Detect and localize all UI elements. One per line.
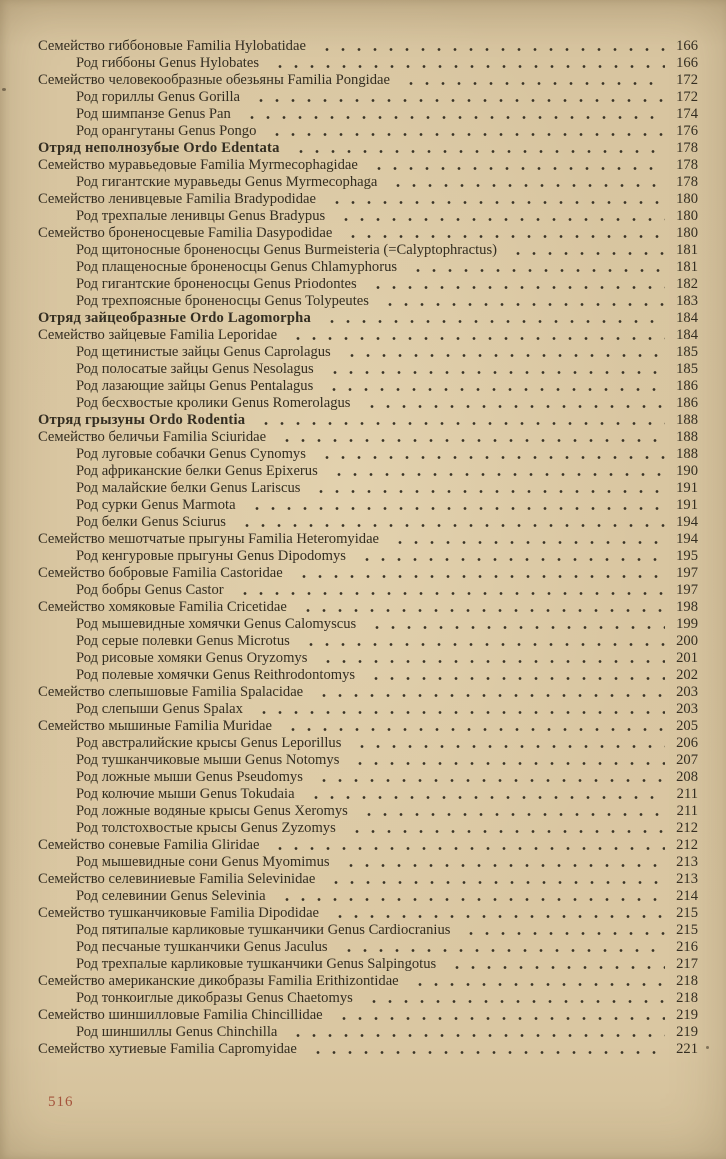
dot-leader bbox=[235, 514, 665, 531]
toc-entry-page: 219 bbox=[676, 1007, 698, 1023]
dot-leader bbox=[365, 616, 665, 633]
dot-leader bbox=[252, 701, 665, 718]
toc-entry-title: Семейство муравьедовые Familia Myrmecophagidae bbox=[38, 157, 358, 173]
toc-entry-title: Род орангутаны Genus Pongo bbox=[76, 123, 257, 139]
toc-entry-title: Род малайские белки Genus Lariscus bbox=[76, 480, 301, 496]
toc-entry-page: 186 bbox=[676, 378, 698, 394]
toc-entry-page: 205 bbox=[676, 718, 698, 734]
toc-entry bbox=[38, 72, 698, 89]
toc-entry-title: Род плащеносные броненосцы Genus Chlamyphorus bbox=[76, 259, 398, 275]
dot-leader bbox=[367, 157, 665, 174]
toc-entry-page: 185 bbox=[676, 361, 698, 377]
toc-entry bbox=[38, 565, 698, 582]
toc-entry-page: 188 bbox=[676, 429, 698, 445]
toc-entry-title: Род гигантские броненосцы Genus Priodontes bbox=[76, 276, 357, 292]
toc-entry bbox=[38, 837, 698, 854]
dot-leader bbox=[459, 922, 665, 939]
toc-entry bbox=[38, 1041, 698, 1058]
toc-entry-title: Род гориллы Genus Gorilla bbox=[76, 89, 241, 105]
toc-entry-title: Род щитоносные броненосцы Genus Burmeisteria (=Calyptophractus) bbox=[76, 242, 498, 258]
toc-entry-title: Отряд неполнозубые Ordo Edentata bbox=[38, 140, 280, 156]
dot-leader bbox=[340, 344, 665, 361]
dot-leader bbox=[292, 565, 665, 582]
dot-leader bbox=[299, 633, 665, 650]
toc-entry-title: Род трехпалые ленивцы Genus Bradypus bbox=[76, 208, 326, 224]
toc-entry bbox=[38, 939, 698, 956]
toc-entry-page: 190 bbox=[676, 463, 698, 479]
toc-entry-page: 174 bbox=[676, 106, 698, 122]
toc-entry-page: 219 bbox=[676, 1024, 698, 1040]
toc-entry-page: 180 bbox=[676, 225, 698, 241]
toc-entry bbox=[38, 905, 698, 922]
toc-entry-page: 188 bbox=[676, 446, 698, 462]
toc-entry bbox=[38, 888, 698, 905]
toc-entry bbox=[38, 293, 698, 310]
toc-entry-page: 200 bbox=[676, 633, 698, 649]
scan-speck bbox=[2, 88, 6, 91]
toc-entry-page: 207 bbox=[676, 752, 698, 768]
toc-entry bbox=[38, 123, 698, 140]
toc-entry bbox=[38, 242, 698, 259]
toc-entry-title: Семейство зайцевые Familia Leporidae bbox=[38, 327, 278, 343]
dot-leader bbox=[355, 548, 665, 565]
toc-entry bbox=[38, 106, 698, 123]
toc-entry-title: Семейство хутиевые Familia Capromyidae bbox=[38, 1041, 297, 1057]
page-number-folio: 516 bbox=[48, 1094, 74, 1110]
toc-entry-title: Род кенгуровые прыгуны Genus Dipodomys bbox=[76, 548, 346, 564]
dot-leader bbox=[245, 497, 665, 514]
toc-entry-title: Семейство гиббоновые Familia Hylobatidae bbox=[38, 38, 306, 54]
toc-entry-title: Род мышевидные сони Genus Myomimus bbox=[76, 854, 330, 870]
dot-leader bbox=[281, 718, 665, 735]
toc-entry-title: Род бесхвостые кролики Genus Romerolagus bbox=[76, 395, 351, 411]
scan-speck bbox=[706, 1046, 709, 1049]
toc-entry-page: 178 bbox=[676, 174, 698, 190]
toc-entry-title: Семейство человекообразные обезьяны Familia Pongidae bbox=[38, 72, 390, 88]
dot-leader bbox=[268, 55, 665, 72]
toc-entry bbox=[38, 327, 698, 344]
toc-entry-title: Род трехпалые карликовые тушканчики Genus Salpingotus bbox=[76, 956, 437, 972]
toc-entry bbox=[38, 89, 698, 106]
toc-entry-title: Семейство мешотчатые прыгуны Familia Heteromyidae bbox=[38, 531, 380, 547]
dot-leader bbox=[322, 378, 665, 395]
toc-entry-title: Отряд зайцеобразные Ordo Lagomorpha bbox=[38, 310, 311, 326]
toc-entry-page: 183 bbox=[676, 293, 698, 309]
toc-entry-page: 213 bbox=[676, 871, 698, 887]
dot-leader bbox=[289, 140, 665, 157]
toc-entry bbox=[38, 616, 698, 633]
toc-entry-page: 178 bbox=[676, 157, 698, 173]
toc-entry-title: Род шимпанзе Genus Pan bbox=[76, 106, 231, 122]
toc-entry-title: Род бобры Genus Castor bbox=[76, 582, 224, 598]
toc-entry-page: 181 bbox=[676, 259, 698, 275]
dot-leader bbox=[408, 973, 665, 990]
toc-entry-title: Род ложные водяные крысы Genus Xeromys bbox=[76, 803, 348, 819]
dot-leader bbox=[337, 939, 665, 956]
toc-entry bbox=[38, 463, 698, 480]
toc-entry bbox=[38, 55, 698, 72]
toc-entry-page: 217 bbox=[676, 956, 698, 972]
dot-leader bbox=[324, 871, 665, 888]
toc-entry-page: 201 bbox=[676, 650, 698, 666]
toc-entry bbox=[38, 871, 698, 888]
toc-entry-title: Род колючие мыши Genus Tokudaia bbox=[76, 786, 295, 802]
toc-entry-page: 172 bbox=[676, 89, 698, 105]
dot-leader bbox=[312, 769, 665, 786]
toc-entry bbox=[38, 276, 698, 293]
toc-entry-title: Род полосатые зайцы Genus Nesolagus bbox=[76, 361, 314, 377]
toc-entry bbox=[38, 633, 698, 650]
toc-entry bbox=[38, 769, 698, 786]
dot-leader bbox=[357, 803, 665, 820]
toc-entry bbox=[38, 429, 698, 446]
toc-entry-page: 182 bbox=[676, 276, 698, 292]
toc-entry-page: 194 bbox=[676, 531, 698, 547]
toc-entry-title: Семейство ленивцевые Familia Bradypodidae bbox=[38, 191, 316, 207]
toc-entry bbox=[38, 395, 698, 412]
dot-leader bbox=[304, 786, 665, 803]
toc-entry bbox=[38, 412, 698, 429]
toc-entry-page: 166 bbox=[676, 55, 698, 71]
toc-entry bbox=[38, 854, 698, 871]
toc-entry-page: 188 bbox=[676, 412, 698, 428]
toc-entry bbox=[38, 1024, 698, 1041]
toc-entry-title: Род мышевидные хомячки Genus Calomyscus bbox=[76, 616, 357, 632]
toc-entry-page: 176 bbox=[676, 123, 698, 139]
toc-entry-title: Семейство селевиниевые Familia Selevinidae bbox=[38, 871, 316, 887]
dot-leader bbox=[334, 208, 665, 225]
toc-entry-title: Род лазающие зайцы Genus Pentalagus bbox=[76, 378, 314, 394]
toc-entry-title: Семейство бобровые Familia Castoridae bbox=[38, 565, 283, 581]
toc-entry-title: Семейство соневые Familia Gliridae bbox=[38, 837, 260, 853]
toc-entry bbox=[38, 38, 698, 55]
toc-entry-page: 194 bbox=[676, 514, 698, 530]
toc-entry-page: 206 bbox=[676, 735, 698, 751]
toc-entry-title: Род африканские белки Genus Epixerus bbox=[76, 463, 318, 479]
toc-entry-title: Род гиббоны Genus Hylobates bbox=[76, 55, 260, 71]
toc-entry bbox=[38, 1007, 698, 1024]
toc-entry bbox=[38, 990, 698, 1007]
dot-leader bbox=[406, 259, 665, 276]
toc-entry-page: 195 bbox=[676, 548, 698, 564]
toc-entry-title: Род тонкоиглые дикобразы Genus Chaetomys bbox=[76, 990, 353, 1006]
toc-entry-title: Семейство беличьи Familia Sciuridae bbox=[38, 429, 267, 445]
toc-entry bbox=[38, 344, 698, 361]
toc-entry-title: Отряд грызуны Ordo Rodentia bbox=[38, 412, 246, 428]
toc-entry-page: 203 bbox=[676, 701, 698, 717]
dot-leader bbox=[386, 174, 665, 191]
toc-entry bbox=[38, 259, 698, 276]
toc-entry-page: 197 bbox=[676, 582, 698, 598]
dot-leader bbox=[325, 191, 665, 208]
dot-leader bbox=[265, 123, 665, 140]
toc-entry-title: Семейство броненосцевые Familia Dasypodidae bbox=[38, 225, 333, 241]
dot-leader bbox=[286, 1024, 665, 1041]
toc-entry-title: Семейство шиншилловые Familia Chincillidae bbox=[38, 1007, 323, 1023]
toc-entry-title: Род сурки Genus Marmota bbox=[76, 497, 236, 513]
dot-leader bbox=[378, 293, 665, 310]
toc-entry-title: Род рисовые хомяки Genus Oryzomys bbox=[76, 650, 308, 666]
toc-entry bbox=[38, 208, 698, 225]
toc-entry-page: 197 bbox=[676, 565, 698, 581]
toc-entry-title: Род песчаные тушканчики Genus Jaculus bbox=[76, 939, 328, 955]
toc-entry bbox=[38, 599, 698, 616]
dot-leader bbox=[275, 888, 665, 905]
dot-leader bbox=[506, 242, 665, 259]
toc-entry-title: Род селевинии Genus Selevinia bbox=[76, 888, 266, 904]
toc-entry bbox=[38, 157, 698, 174]
toc-entry-page: 216 bbox=[676, 939, 698, 955]
toc-entry bbox=[38, 786, 698, 803]
toc-entry-title: Род слепыши Genus Spalax bbox=[76, 701, 243, 717]
toc-entry bbox=[38, 582, 698, 599]
dot-leader bbox=[362, 990, 665, 1007]
toc-entry-page: 212 bbox=[676, 820, 698, 836]
dot-leader bbox=[339, 854, 665, 871]
toc-entry-page: 166 bbox=[676, 38, 698, 54]
toc-entry-page: 212 bbox=[676, 837, 698, 853]
dot-leader bbox=[254, 412, 665, 429]
toc-entry bbox=[38, 548, 698, 565]
toc-entry bbox=[38, 310, 698, 327]
dot-leader bbox=[388, 531, 665, 548]
toc-entry bbox=[38, 684, 698, 701]
dot-leader bbox=[341, 225, 665, 242]
toc-entry-page: 218 bbox=[676, 990, 698, 1006]
toc-entry-page: 191 bbox=[676, 497, 698, 513]
dot-leader bbox=[240, 106, 665, 123]
toc-entry-page: 199 bbox=[676, 616, 698, 632]
toc-entry-page: 191 bbox=[676, 480, 698, 496]
dot-leader bbox=[348, 752, 665, 769]
toc-entry-page: 185 bbox=[676, 344, 698, 360]
toc-entry bbox=[38, 191, 698, 208]
toc-entry bbox=[38, 718, 698, 735]
toc-entry-page: 180 bbox=[676, 191, 698, 207]
dot-leader bbox=[445, 956, 665, 973]
dot-leader bbox=[268, 837, 665, 854]
toc-entry-page: 186 bbox=[676, 395, 698, 411]
toc-entry-page: 172 bbox=[676, 72, 698, 88]
toc-entry-page: 214 bbox=[676, 888, 698, 904]
toc-entry-page: 215 bbox=[676, 922, 698, 938]
toc-entry-title: Род полевые хомячки Genus Reithrodontomys bbox=[76, 667, 356, 683]
dot-leader bbox=[286, 327, 665, 344]
toc-entry-page: 211 bbox=[676, 786, 698, 802]
toc-entry-page: 208 bbox=[676, 769, 698, 785]
table-of-contents bbox=[38, 38, 698, 1058]
toc-entry-title: Род австралийские крысы Genus Leporillus bbox=[76, 735, 342, 751]
toc-entry bbox=[38, 735, 698, 752]
toc-entry-title: Род пятипалые карликовые тушканчики Genus Cardiocranius bbox=[76, 922, 451, 938]
dot-leader bbox=[316, 650, 665, 667]
toc-entry-page: 218 bbox=[676, 973, 698, 989]
toc-entry bbox=[38, 973, 698, 990]
toc-entry-title: Род белки Genus Sciurus bbox=[76, 514, 226, 530]
dot-leader bbox=[328, 905, 665, 922]
toc-entry bbox=[38, 378, 698, 395]
toc-entry-page: 202 bbox=[676, 667, 698, 683]
toc-entry bbox=[38, 956, 698, 973]
dot-leader bbox=[399, 72, 665, 89]
dot-leader bbox=[275, 429, 665, 446]
toc-entry-page: 213 bbox=[676, 854, 698, 870]
toc-entry-title: Семейство тушканчиковые Familia Dipodidae bbox=[38, 905, 320, 921]
toc-entry-page: 211 bbox=[676, 803, 698, 819]
toc-entry bbox=[38, 531, 698, 548]
toc-entry bbox=[38, 701, 698, 718]
dot-leader bbox=[345, 820, 665, 837]
toc-entry-title: Род гигантские муравьеды Genus Myrmecophaga bbox=[76, 174, 378, 190]
toc-entry-page: 180 bbox=[676, 208, 698, 224]
toc-entry bbox=[38, 922, 698, 939]
toc-entry-page: 184 bbox=[676, 310, 698, 326]
toc-entry-title: Род шиншиллы Genus Chinchilla bbox=[76, 1024, 278, 1040]
dot-leader bbox=[312, 684, 665, 701]
toc-entry-title: Семейство американские дикобразы Familia Erithizontidae bbox=[38, 973, 399, 989]
dot-leader bbox=[350, 735, 665, 752]
dot-leader bbox=[360, 395, 666, 412]
toc-entry bbox=[38, 497, 698, 514]
toc-entry-title: Род луговые собачки Genus Cynomys bbox=[76, 446, 306, 462]
toc-entry bbox=[38, 752, 698, 769]
toc-entry bbox=[38, 514, 698, 531]
dot-leader bbox=[320, 310, 665, 327]
dot-leader bbox=[315, 446, 665, 463]
dot-leader bbox=[249, 89, 665, 106]
toc-entry-title: Род трехпоясные броненосцы Genus Tolypeutes bbox=[76, 293, 369, 309]
toc-entry-page: 198 bbox=[676, 599, 698, 615]
dot-leader bbox=[309, 480, 665, 497]
toc-entry bbox=[38, 650, 698, 667]
dot-leader bbox=[332, 1007, 665, 1024]
toc-entry-title: Семейство хомяковые Familia Cricetidae bbox=[38, 599, 287, 615]
toc-entry bbox=[38, 803, 698, 820]
toc-entry-page: 178 bbox=[676, 140, 698, 156]
toc-entry-page: 184 bbox=[676, 327, 698, 343]
toc-entry-title: Род щетинистые зайцы Genus Caprolagus bbox=[76, 344, 331, 360]
toc-entry-title: Род тушканчиковые мыши Genus Notomys bbox=[76, 752, 340, 768]
dot-leader bbox=[296, 599, 665, 616]
dot-leader bbox=[306, 1041, 665, 1058]
dot-leader bbox=[327, 463, 665, 480]
toc-entry bbox=[38, 820, 698, 837]
toc-entry-page: 181 bbox=[676, 242, 698, 258]
toc-entry bbox=[38, 140, 698, 157]
dot-leader bbox=[233, 582, 665, 599]
toc-entry bbox=[38, 446, 698, 463]
dot-leader bbox=[364, 667, 665, 684]
toc-entry-title: Семейство мышиные Familia Muridae bbox=[38, 718, 273, 734]
toc-entry-page: 203 bbox=[676, 684, 698, 700]
toc-entry bbox=[38, 480, 698, 497]
toc-entry-title: Род толстохвостые крысы Genus Zyzomys bbox=[76, 820, 336, 836]
dot-leader bbox=[323, 361, 665, 378]
toc-entry bbox=[38, 225, 698, 242]
toc-entry bbox=[38, 174, 698, 191]
toc-entry-title: Род ложные мыши Genus Pseudomys bbox=[76, 769, 303, 785]
dot-leader bbox=[366, 276, 665, 293]
toc-entry-title: Род серые полевки Genus Microtus bbox=[76, 633, 290, 649]
toc-entry-title: Семейство слепышовые Familia Spalacidae bbox=[38, 684, 304, 700]
toc-entry-page: 215 bbox=[676, 905, 698, 921]
dot-leader bbox=[315, 38, 665, 55]
toc-entry-page: 221 bbox=[676, 1041, 698, 1057]
toc-entry bbox=[38, 361, 698, 378]
toc-entry bbox=[38, 667, 698, 684]
